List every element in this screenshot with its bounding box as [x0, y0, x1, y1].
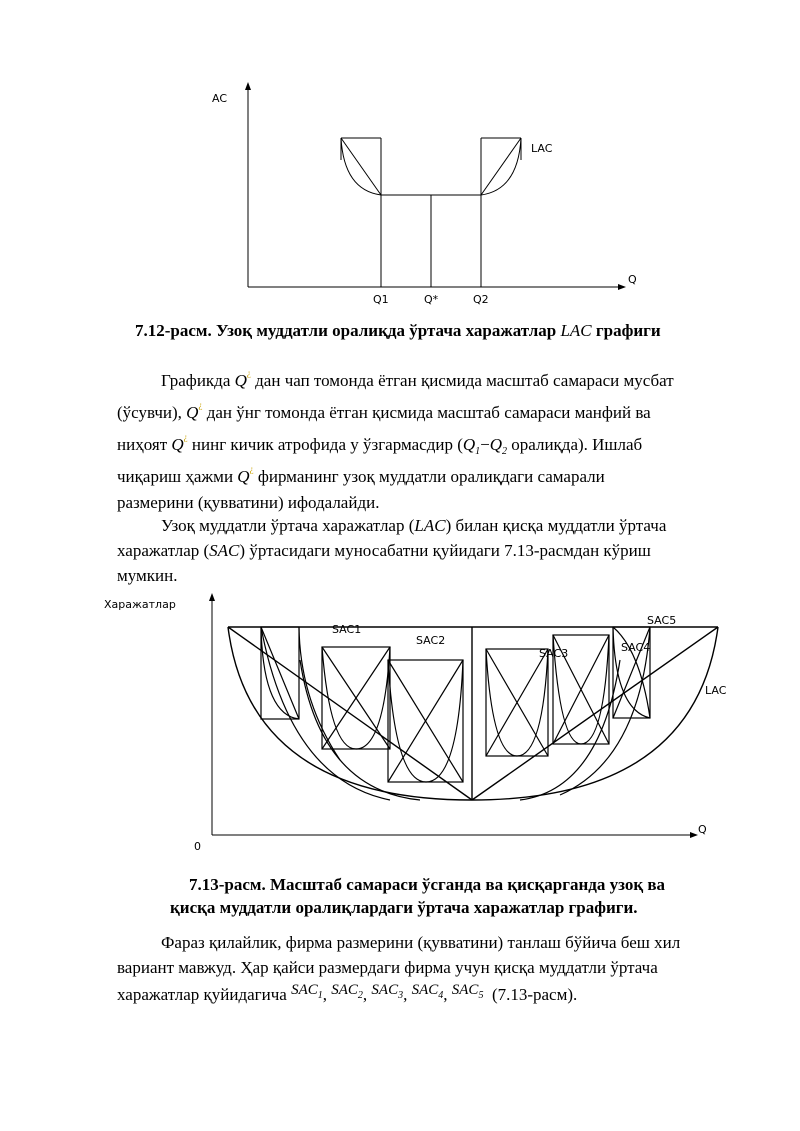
fig2-origin-label: 0 — [194, 840, 201, 853]
fig2-y-label: Харажатлар — [104, 598, 176, 611]
paragraph-2: Узоқ муддатли ўртача харажатлар (LAC) билан қисқа муддатли ўртача харажатлар (SAC) ўртасидаги муносабатни қуйидаги 7.13-расмдан кўриш мумкин. — [117, 516, 667, 585]
fig2-label-lac: LAC — [705, 684, 727, 697]
paragraph-3: Фараз қилайлик, фирма размерини (қувватини) танлаш бўйича беш хил вариант мавжуд. Ҳар қайси размердаги фирма учун қисқа муддатли ўртача харажатлар қуйидагича SAC1, SAC2, SAC3, SAC4, SAC5 (7.13-расм). — [117, 933, 681, 1004]
figure2-caption: 7.13-расм. Масштаб самараси ўсганда ва қисқарганда узоқ ва — [189, 875, 666, 894]
fig2-label-sac2: SAC2 — [416, 634, 446, 647]
fig1-tick-qstar: Q* — [424, 293, 439, 306]
fig2-x-label: Q — [698, 823, 707, 836]
paragraph-1: Графикда Q¿ дан чап томонда ётган қисмида масштаб самараси мусбат (ўсувчи), Q¿ дан ўнг томонда ётган қисмида масштаб самараси манфий ва ниҳоят Q¿ нинг кичик атрофида у ўзгармасдир ($Q_1-Q_2$ оралиқда). Ишлаб чиқариш ҳажми Q¿ фирманинг узоқ муддатли оралиқдаги самарали размерини (қувватини) ифодалайди. — [117, 368, 674, 512]
fig2-label-sac1: SAC1 — [332, 623, 362, 636]
fig2-label-sac3: SAC3 — [539, 647, 569, 660]
fig1-tick-q1: Q1 — [373, 293, 389, 306]
figure2-caption-line2: қисқа муддатли оралиқлардаги ўртача харажатлар графиги. — [170, 898, 638, 917]
fig1-tick-q2: Q2 — [473, 293, 489, 306]
fig2-label-sac5: SAC5 — [647, 614, 677, 627]
fig1-y-label: AC — [212, 92, 228, 105]
fig1-left-segment — [341, 138, 381, 287]
fig1-curve-label: LAC — [531, 142, 553, 155]
fig1-right-segment — [481, 138, 521, 287]
fig1-x-label: Q — [628, 273, 637, 286]
figure1-caption: 7.12-расм. Узоқ муддатли оралиқда ўртача харажатлар LAC графиги — [135, 321, 661, 340]
fig2-label-sac4: SAC4 — [621, 641, 651, 654]
